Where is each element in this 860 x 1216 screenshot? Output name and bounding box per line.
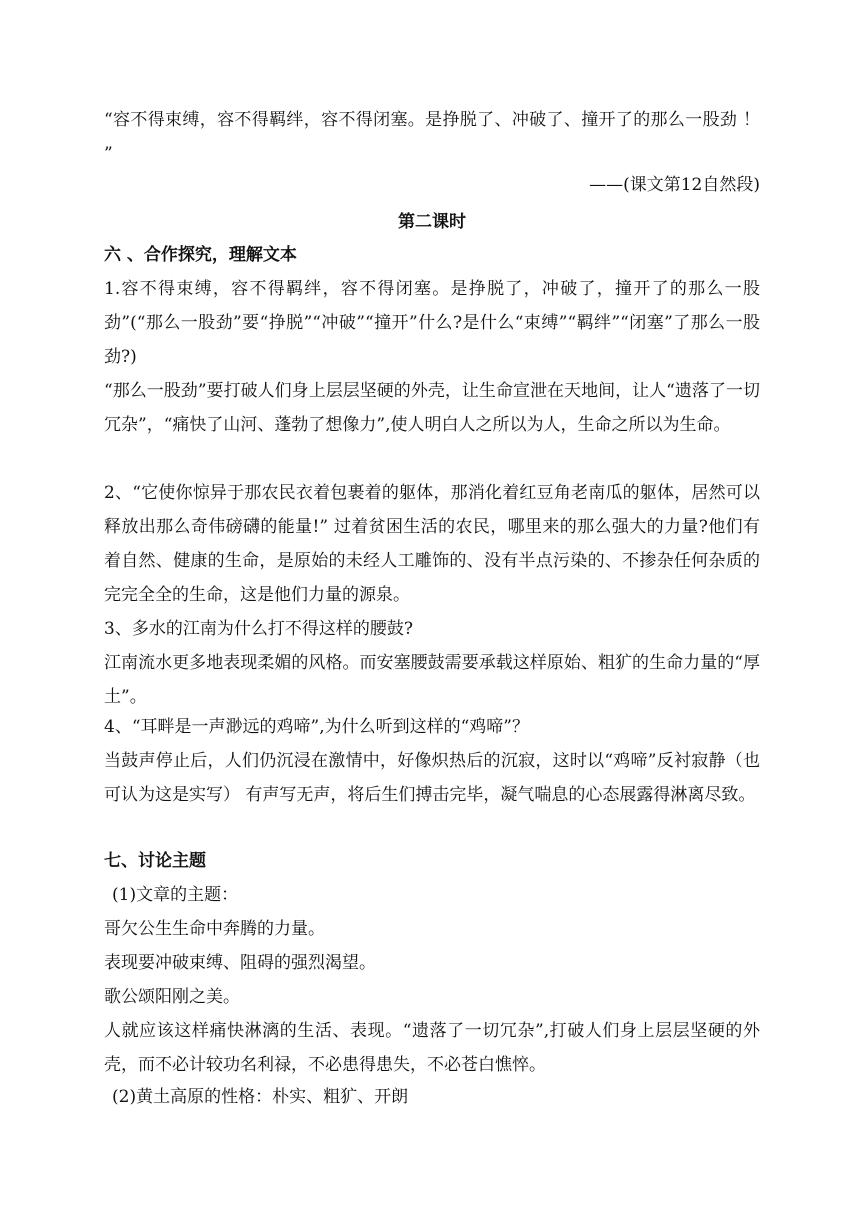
question-4: 4、“耳畔是一声渺远的鸡啼”,为什么听到这样的“鸡啼”？: [104, 717, 529, 737]
character-subheading: (2)黄土高原的性格：朴实、粗犷、开朗: [112, 1087, 409, 1107]
theme-item-3: 歌公颂阳刚之美。: [104, 987, 240, 1007]
answer-3: 江南流水更多地表现柔媚的风格。而安塞腰鼓需要承载这样原始、粗犷的生命力量的“厚土”。: [104, 653, 760, 707]
theme-item-1: 哥欠公生生命中奔腾的力量。: [104, 919, 325, 939]
theme-item-2: 表现要冲破束缚、阻碍的强烈渴望。: [104, 953, 376, 973]
quote-text: “容不得束缚，容不得羁绊，容不得闭塞。是挣脱了、冲破了、撞开了的那么一股劲 ！ ”: [104, 110, 760, 164]
quote-source: ——(课文第12自然段): [589, 175, 760, 195]
question-3: 3、多水的江南为什么打不得这样的腰鼓?: [104, 619, 413, 639]
question-2: 2、“它使你惊异于那农民衣着包裹着的躯体，那消化着红豆角老南瓜的躯体，居然可以释放出那么奇伟磅礴的能量!” 过着贫困生活的农民，哪里来的那么强大的力量?他们有着自然、健康的生命，是原始的未经人工雕饰的、没有半点污染的、不掺杂任何杂质的完完全全的生命，这是他们力量的源泉。: [104, 483, 760, 605]
question-1: 1.容不得束缚，容不得羁绊，容不得闭塞。是挣脱了，冲破了，撞开了的那么一股劲”(“那么一股劲”要“挣脱”“冲破”“撞开”什么?是什么“束缚”“羁绊”“闭塞”了那么一股劲?): [104, 279, 760, 367]
section7-heading: 七、讨论主题: [104, 851, 206, 871]
lesson-title: 第二课时: [398, 212, 466, 232]
theme-subheading: (1)文章的主题：: [112, 885, 239, 905]
theme-item-4: 人就应该这样痛快淋漓的生活、表现。“遗落了一切冗杂”,打破人们身上层层坚硬的外壳，而不必计较功名利禄，不必患得患失，不必苍白憔悴。: [104, 1021, 760, 1075]
answer-1: “那么一股劲”要打破人们身上层层坚硬的外壳，让生命宣泄在天地间，让人“遗落了一切冗杂”，“痛快了山河、蓬勃了想像力”,使人明白人之所以为人，生命之所以为生命。: [104, 381, 760, 435]
answer-4: 当鼓声停止后，人们仍沉浸在激情中，好像炽热后的沉寂，这时以“鸡啼”反衬寂静（也可认为这是实写） 有声写无声，将后生们搏击完毕，凝气喘息的心态展露得淋离尽致。: [104, 751, 760, 805]
section6-heading: 六 、合作探究，理解文本: [104, 245, 297, 265]
